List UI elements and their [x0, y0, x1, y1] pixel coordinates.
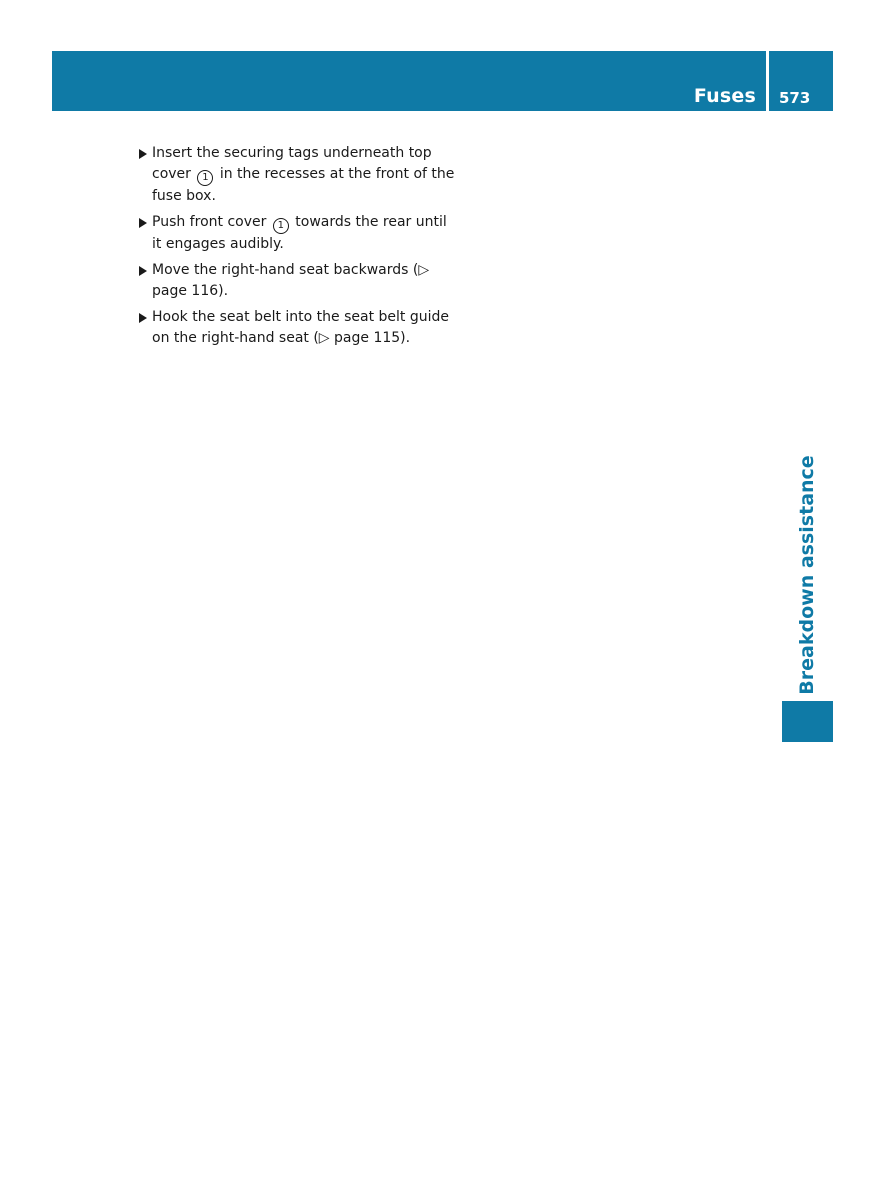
page-number: 573: [779, 89, 811, 107]
instruction-step: [138, 307, 458, 349]
triangle-right-icon: [139, 149, 147, 159]
page-title: Fuses: [693, 85, 756, 107]
step-text: Hook the seat belt into the seat belt guide on the right-hand seat (▷ page 115).: [152, 309, 449, 346]
instruction-step: [138, 260, 458, 302]
triangle-right-icon: [139, 313, 147, 323]
step-text: Push front cover: [152, 214, 271, 230]
triangle-right-icon: [139, 266, 147, 276]
step-text: Insert the securing tags underneath top cover: [152, 145, 432, 182]
step-text: Move the right-hand seat backwards (▷ page 116).: [152, 262, 430, 299]
callout-number: 1: [273, 218, 289, 234]
section-tab: [782, 455, 832, 695]
section-marker-block: [782, 701, 833, 742]
section-label: Breakdown assistance: [796, 455, 818, 695]
instruction-step: [138, 212, 458, 255]
instruction-list: [138, 143, 458, 354]
header-bar: [52, 51, 766, 111]
step-text: in the recesses at the front of the fuse box.: [152, 166, 455, 204]
callout-number: 1: [197, 170, 213, 186]
step-text: towards the rear until it engages audibly.: [152, 214, 447, 252]
triangle-right-icon: [139, 218, 147, 228]
page-number-box: [769, 51, 833, 111]
instruction-step: [138, 143, 458, 207]
